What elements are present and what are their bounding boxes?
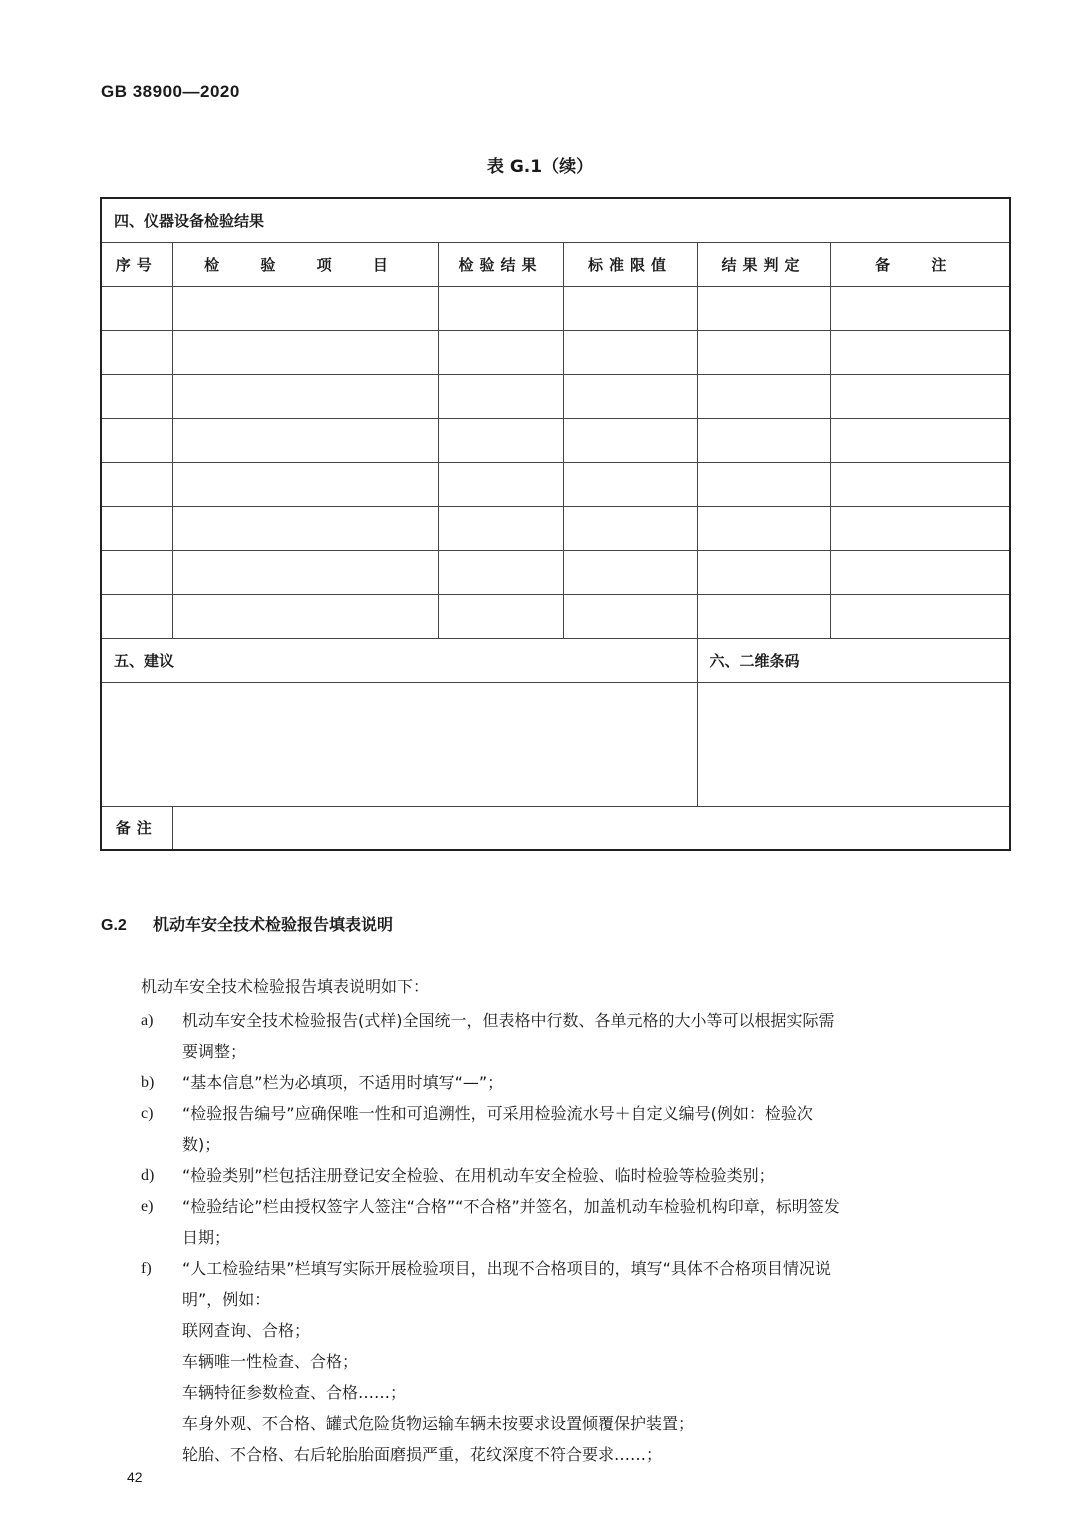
table-row <box>101 418 1010 462</box>
section-g2-title: 机动车安全技术检验报告填表说明 <box>153 915 394 934</box>
col-header-limit: 标准限值 <box>563 242 697 286</box>
table-cell[interactable] <box>438 594 563 638</box>
table-cell[interactable] <box>830 594 1010 638</box>
list-item-marker: b) <box>141 1074 155 1091</box>
list-item-line: 日期； <box>182 1228 231 1247</box>
list-item-line: “检验报告编号”应确保唯一性和可追溯性，可采用检验流水号＋自定义编号(例如：检验次 <box>182 1104 813 1123</box>
list-item-line: 要调整； <box>182 1042 247 1061</box>
table-cell[interactable] <box>101 286 172 330</box>
table-cell[interactable] <box>438 374 563 418</box>
section4-title: 四、仪器设备检验结果 <box>101 198 1010 242</box>
qr-code-area <box>697 682 1010 806</box>
list-item-marker: e) <box>141 1198 154 1215</box>
section5-6-body-row <box>101 682 1010 806</box>
table-cell[interactable] <box>563 506 697 550</box>
table-cell[interactable] <box>101 374 172 418</box>
example-line: 车身外观、不合格、罐式危险货物运输车辆未按要求设置倾覆保护装置； <box>182 1414 695 1433</box>
table-row <box>101 330 1010 374</box>
list-item-marker: c) <box>141 1105 154 1122</box>
table-cell[interactable] <box>563 418 697 462</box>
table-cell[interactable] <box>172 286 438 330</box>
section5-title: 五、建议 <box>101 638 697 682</box>
list-item-line: 机动车安全技术检验报告(式样)全国统一，但表格中行数、各单元格的大小等可以根据实际需 <box>182 1011 835 1030</box>
example-line: 联网查询、合格； <box>182 1321 311 1340</box>
table-cell[interactable] <box>830 506 1010 550</box>
table-cell[interactable] <box>830 418 1010 462</box>
section6-title: 六、二维条码 <box>697 638 1010 682</box>
table-cell[interactable] <box>101 594 172 638</box>
col-header-item: 检 验 项 目 <box>172 242 438 286</box>
column-header-row <box>101 242 1010 286</box>
list-item-marker: f) <box>141 1260 152 1277</box>
table-cell[interactable] <box>438 418 563 462</box>
table-cell[interactable] <box>830 330 1010 374</box>
table-cell[interactable] <box>697 462 830 506</box>
table-row <box>101 462 1010 506</box>
table-row <box>101 374 1010 418</box>
table-row <box>101 506 1010 550</box>
table-cell[interactable] <box>101 462 172 506</box>
list-item <box>141 1191 1011 1253</box>
list-item-line: “检验类别”栏包括注册登记安全检验、在用机动车安全检验、临时检验等检验类别； <box>182 1166 775 1185</box>
example-line: 轮胎、不合格、右后轮胎胎面磨损严重，花纹深度不符合要求……； <box>182 1445 663 1464</box>
table-cell[interactable] <box>101 418 172 462</box>
table-row <box>101 594 1010 638</box>
table-cell[interactable] <box>438 330 563 374</box>
table-cell[interactable] <box>830 550 1010 594</box>
section-g2-number: G.2 <box>101 917 127 934</box>
table-cell[interactable] <box>172 418 438 462</box>
table-cell[interactable] <box>101 550 172 594</box>
list-item <box>141 1160 1011 1191</box>
table-cell[interactable] <box>563 594 697 638</box>
table-cell[interactable] <box>438 550 563 594</box>
table-cell[interactable] <box>438 506 563 550</box>
list-item-line: “检验结论”栏由授权签字人签注“合格”“不合格”并签名，加盖机动车检验机构印章，标明签发 <box>182 1197 840 1216</box>
standard-code: GB 38900—2020 <box>101 82 240 101</box>
list-item-marker: d) <box>141 1167 155 1184</box>
list-item <box>141 1253 1011 1315</box>
list-item-line: “基本信息”栏为必填项，不适用时填写“—”； <box>182 1073 504 1092</box>
table-cell[interactable] <box>697 330 830 374</box>
table-cell[interactable] <box>172 374 438 418</box>
example-line: 车辆唯一性检查、合格； <box>182 1352 359 1371</box>
remarks-label: 备注 <box>101 806 172 850</box>
list-item <box>141 1005 1011 1067</box>
inspection-report-table <box>100 197 1011 851</box>
col-header-seq: 序号 <box>101 242 172 286</box>
table-cell[interactable] <box>697 550 830 594</box>
table-cell[interactable] <box>563 286 697 330</box>
table-cell[interactable] <box>563 462 697 506</box>
table-cell[interactable] <box>172 330 438 374</box>
table-cell[interactable] <box>563 550 697 594</box>
table-cell[interactable] <box>172 594 438 638</box>
table-cell[interactable] <box>697 374 830 418</box>
table-cell[interactable] <box>830 462 1010 506</box>
table-cell[interactable] <box>172 506 438 550</box>
col-header-judgement: 结果判定 <box>697 242 830 286</box>
section-g2-intro: 机动车安全技术检验报告填表说明如下： <box>141 977 430 996</box>
table-cell[interactable] <box>697 286 830 330</box>
table-cell[interactable] <box>830 374 1010 418</box>
col-header-remark: 备 注 <box>830 242 1010 286</box>
page-number: 42 <box>127 1469 143 1485</box>
table-cell[interactable] <box>101 330 172 374</box>
example-line: 车辆特征参数检查、合格……； <box>182 1383 407 1402</box>
table-cell[interactable] <box>697 594 830 638</box>
remarks-area[interactable] <box>172 806 1010 850</box>
col-header-result: 检验结果 <box>438 242 563 286</box>
table-caption: 表 G.1（续） <box>486 157 594 177</box>
table-row <box>101 286 1010 330</box>
instruction-list <box>141 1005 1011 1470</box>
list-item <box>141 1098 1011 1160</box>
table-cell[interactable] <box>438 462 563 506</box>
list-item-line: 数)； <box>182 1135 221 1154</box>
table-cell[interactable] <box>563 374 697 418</box>
list-item-line: 明”，例如： <box>182 1290 271 1309</box>
section-g2-heading <box>101 912 393 935</box>
section5-6-title-row <box>101 638 1010 682</box>
list-item <box>141 1067 1011 1098</box>
table-cell[interactable] <box>101 506 172 550</box>
table-cell[interactable] <box>563 330 697 374</box>
table-cell[interactable] <box>172 550 438 594</box>
list-item-line: “人工检验结果”栏填写实际开展检验项目，出现不合格项目的，填写“具体不合格项目情况说 <box>182 1259 831 1278</box>
suggestion-area[interactable] <box>101 682 697 806</box>
table-cell[interactable] <box>697 418 830 462</box>
table-cell[interactable] <box>172 462 438 506</box>
list-item-marker: a) <box>141 1012 154 1029</box>
table-cell[interactable] <box>830 286 1010 330</box>
table-cell[interactable] <box>438 286 563 330</box>
section4-title-row <box>101 198 1010 242</box>
table-row <box>101 550 1010 594</box>
table-cell[interactable] <box>697 506 830 550</box>
remarks-row <box>101 806 1010 850</box>
